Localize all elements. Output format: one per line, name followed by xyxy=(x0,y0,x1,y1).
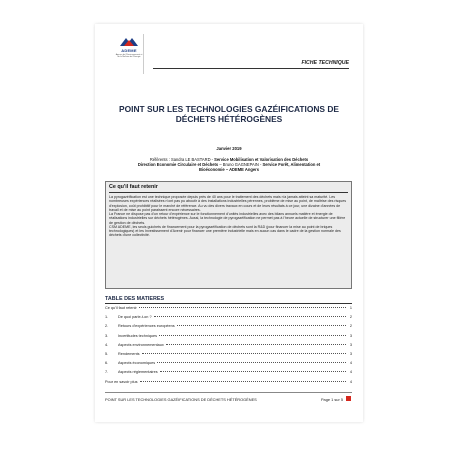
header-label: FICHE TECHNIQUE xyxy=(301,60,349,66)
toc-item-page: 3 xyxy=(349,342,352,347)
toc-item-page: 2 xyxy=(349,324,352,329)
ademe-logo xyxy=(115,34,144,74)
toc-divider xyxy=(105,303,352,304)
referents xyxy=(125,157,333,173)
toc-item-label: Aspects réglementaires xyxy=(118,370,158,375)
toc-leader xyxy=(177,325,346,326)
toc-item-number: 7. xyxy=(105,370,109,375)
toc-item[interactable] xyxy=(105,361,352,370)
document-page xyxy=(95,24,363,422)
summary-paragraph-2: La France ne dispose pas d'un retour d'expérience sur le fonctionnement d'unités industrielles avec des bilans annuels matière et énergie de réalisations industrielles sur déchets hétérogènes. Aussi, la technologie de pyrogazéification ne permet pas à l'heure actuelle de structurer une filière de gestion de déchets. xyxy=(109,212,346,225)
toc-leader xyxy=(142,353,346,354)
toc-item-page: 2 xyxy=(349,315,352,320)
footer-title: POINT SUR LES TECHNOLOGIES GAZÉIFICATIONS DE DÉCHETS HÉTÉROGÈNES xyxy=(105,397,257,402)
referents-direction: Direction Economie Circulaire et Déchets xyxy=(137,162,219,168)
toc-item[interactable] xyxy=(105,334,352,343)
toc-item-number: 6. xyxy=(105,361,109,366)
toc-item-page: 4 xyxy=(349,361,352,366)
footer-accent-mark xyxy=(346,396,351,401)
toc-item[interactable] xyxy=(105,370,352,379)
summary-paragraph-1: La pyrogazéification est une technique proposée depuis près de 40 ans pour le traitement des déchets mais n'a jamais atteint sa maturité. Les nombreuses expériences réalisées n'ont pas pu aboutir à des installations industrielles pérennes, problème de mise au point, de maîtrise des risques d'explosion, coût prohibitif pour le marché de référence. Au vu des divers travaux en cours et de leurs résultats à ce jour, une dizaine d'années de travail et de mise au point paraissent encore nécessaires. xyxy=(109,195,347,212)
toc-item-page: 4 xyxy=(349,370,352,375)
toc-item[interactable] xyxy=(105,380,352,389)
toc-leader xyxy=(140,381,346,382)
toc-item-page: 1 xyxy=(349,306,352,310)
toc-item[interactable] xyxy=(105,306,352,315)
toc-item-label: Ce qu'il faut retenir xyxy=(105,306,137,310)
toc-item-label: Pour en savoir plus xyxy=(105,379,138,384)
toc-item-number: 2. xyxy=(105,324,109,329)
title-line-2: DÉCHETS HÉTÉROGÈNES xyxy=(175,114,283,124)
toc-leader xyxy=(154,316,346,317)
toc-leader xyxy=(160,371,346,372)
summary-text xyxy=(109,195,348,238)
toc-title: TABLE DES MATIERES xyxy=(105,296,165,302)
referents-service-3: Bioéconomie – ADEME Angers xyxy=(199,167,259,173)
toc-item-label: Incertitudes techniques xyxy=(118,333,158,338)
logo-subtitle: Agence de l'Environnement et de la Maîtrise de l'Energie xyxy=(115,54,143,59)
toc-item-number: 5. xyxy=(105,351,109,356)
referents-text-1: Référents : Sandra LE BASTARD - xyxy=(149,157,215,162)
toc-item-label: Retours d'expériences européens xyxy=(118,324,175,329)
referents-service-2: Service Forêt, Alimentation et xyxy=(262,162,321,168)
toc-item[interactable] xyxy=(105,324,352,333)
ademe-logo-icon xyxy=(118,36,140,48)
toc-leader xyxy=(159,335,346,336)
toc-item[interactable] xyxy=(105,343,352,352)
document-title xyxy=(105,104,353,124)
summary-divider xyxy=(109,192,348,193)
toc-leader xyxy=(166,344,346,345)
referents-service-1: Service Mobilisation et Valorisation des Déchets xyxy=(214,157,309,162)
toc-item-page: 3 xyxy=(349,333,352,338)
header-divider xyxy=(153,68,349,69)
toc-leader xyxy=(157,362,346,363)
toc-item-number: 3. xyxy=(105,333,109,338)
toc-item[interactable] xyxy=(105,352,352,361)
toc-item-label: Aspects économiques xyxy=(118,361,156,366)
toc-item-number: 4. xyxy=(105,342,109,347)
summary-title: Ce qu'il faut retenir xyxy=(109,184,158,190)
referents-text-2: – Bruno GAGNEPAIN - xyxy=(218,162,263,168)
toc-item-number: 1. xyxy=(105,315,109,320)
footer-page-number: Page 1 sur 5 xyxy=(320,397,343,402)
logo-name: ADEME xyxy=(121,48,137,53)
toc-item-page: 4 xyxy=(349,379,352,384)
table-of-contents xyxy=(105,306,352,389)
toc-item-label: Rendements xyxy=(118,351,140,356)
summary-box xyxy=(105,181,352,289)
toc-leader xyxy=(139,307,346,308)
document-date: Janvier 2019 xyxy=(216,146,242,151)
toc-item-label: Aspects environnementaux xyxy=(118,342,164,347)
toc-item[interactable] xyxy=(105,315,352,324)
toc-item-page: 3 xyxy=(349,351,352,356)
toc-item-label: De quoi parle-t-on ? xyxy=(118,315,152,320)
footer-divider xyxy=(105,392,352,393)
title-line-1: POINT SUR LES TECHNOLOGIES GAZÉIFICATIONS DE xyxy=(119,104,339,114)
summary-paragraph-3: CSM ADEME, les seuls guichets de financement pour la pyrogazéification de déchets sont la R&D (pour financer la mise au point de briques technologiques) et les Investissement d'Avenir pour financer une première industrielle mais en aucun cas dans le cadre de la gestion normale des déchets d'une collectivité. xyxy=(109,224,341,238)
